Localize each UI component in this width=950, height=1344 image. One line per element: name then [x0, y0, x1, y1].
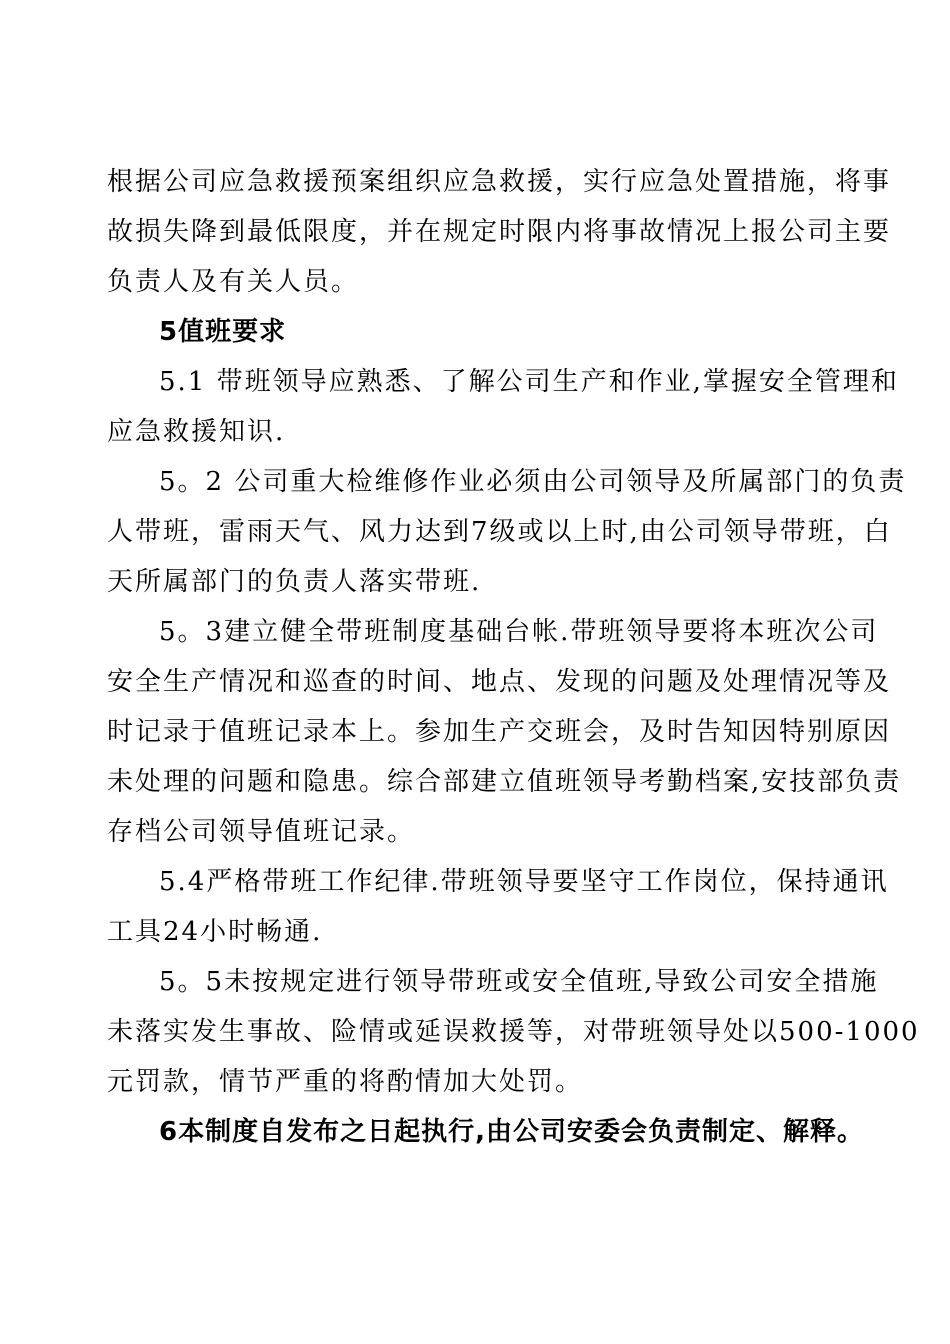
section-heading: 5值班要求: [159, 317, 287, 347]
paragraph-line: 安全生产情况和巡查的时间、地点、发现的问题及处理情况等及: [107, 667, 892, 697]
paragraph-line: 负责人及有关人员。: [107, 267, 360, 297]
paragraph-line: 天所属部门的负责人落实带班.: [107, 567, 482, 597]
paragraph-line: 5。5未按规定进行领导带班或安全值班,导致公司安全措施: [159, 967, 879, 997]
paragraph-line: 5.1 带班领导应熟悉、了解公司生产和作业,掌握安全管理和: [159, 367, 899, 397]
paragraph-line: 工具24小时畅通.: [107, 917, 323, 947]
paragraph-line: 存档公司领导值班记录。: [107, 817, 416, 847]
paragraph-line: 5.4严格带班工作纪律.带班领导要坚守工作岗位，保持通讯: [159, 867, 889, 897]
paragraph-line: 时记录于值班记录本上。参加生产交班会，及时告知因特别原因: [107, 717, 892, 747]
paragraph-line: 根据公司应急救援预案组织应急救援，实行应急处置措施，将事: [107, 167, 892, 197]
paragraph-line: 未处理的问题和隐患。综合部建立值班领导考勤档案,安技部负责: [107, 767, 902, 797]
paragraph-line: 人带班，雷雨天气、风力达到7级或以上时,由公司领导带班，白: [107, 517, 892, 547]
paragraph-line: 5。2 公司重大检维修作业必须由公司领导及所属部门的负责: [159, 467, 907, 497]
paragraph-line: 应急救援知识.: [107, 417, 286, 447]
paragraph-line: 5。3建立健全带班制度基础台帐.带班领导要将本班次公司: [159, 617, 879, 647]
paragraph-line: 未落实发生事故、险情或延误救援等，对带班领导处以500-1000: [107, 1017, 920, 1047]
paragraph-line: 元罚款，情节严重的将酌情加大处罚。: [107, 1067, 584, 1097]
paragraph-line: 故损失降到最低限度，并在规定时限内将事故情况上报公司主要: [107, 217, 892, 247]
section-heading: 6本制度自发布之日起执行,由公司安委会负责制定、解释。: [159, 1117, 864, 1147]
